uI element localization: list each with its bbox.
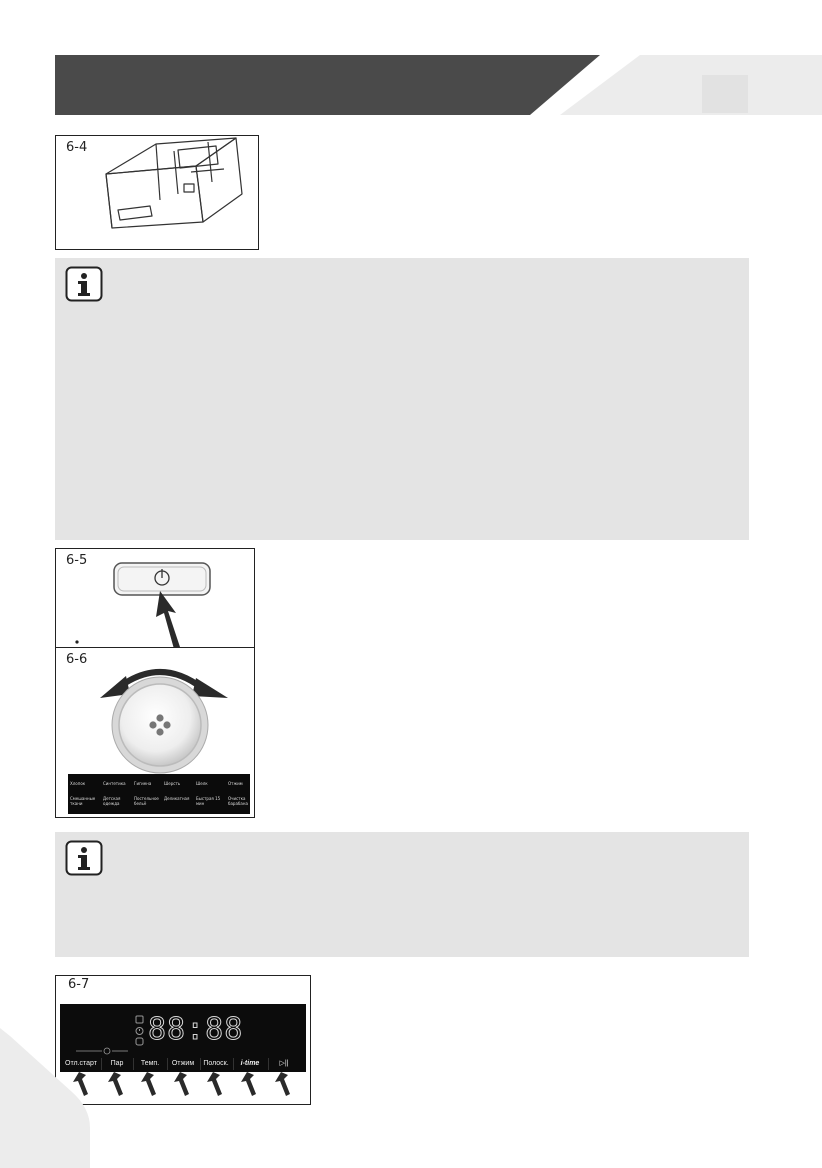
program-option: Шелк bbox=[196, 781, 208, 786]
detergent-drawer-illustration bbox=[56, 136, 258, 249]
control-button[interactable]: Отжим bbox=[167, 1058, 198, 1070]
program-option: Шерсть bbox=[164, 781, 181, 786]
page-corner-tab bbox=[0, 1000, 100, 1168]
program-option: Синтетика bbox=[103, 781, 126, 786]
control-button[interactable]: Полоск. bbox=[200, 1058, 231, 1070]
info-icon bbox=[65, 840, 103, 876]
figure-6-4 bbox=[55, 135, 259, 250]
control-button[interactable]: i-time bbox=[233, 1058, 266, 1070]
info-icon bbox=[65, 266, 103, 302]
figure-label: 6-7 bbox=[68, 977, 90, 992]
program-option: Быстрая 15 мин bbox=[196, 796, 221, 806]
figure-label: 6-4 bbox=[66, 140, 88, 155]
figure-6-6 bbox=[55, 647, 255, 818]
program-option: Отжим bbox=[228, 781, 243, 786]
pointer-arrow bbox=[275, 1072, 290, 1096]
pointer-arrow bbox=[241, 1072, 256, 1096]
pointer-arrow bbox=[141, 1072, 156, 1096]
program-option: Очистка барабана bbox=[228, 796, 248, 806]
figure-label: 6-5 bbox=[66, 553, 88, 568]
header-bar bbox=[0, 0, 822, 130]
pointer-arrow bbox=[108, 1072, 123, 1096]
pointer-arrow bbox=[174, 1072, 189, 1096]
power-button-illustration bbox=[56, 549, 254, 648]
pointer-arrow bbox=[207, 1072, 222, 1096]
control-button[interactable]: ▷|| bbox=[268, 1058, 299, 1070]
digital-display: 88:88 bbox=[148, 1012, 244, 1047]
program-option: Хлопок bbox=[70, 781, 86, 786]
program-dial-illustration bbox=[56, 648, 254, 817]
info-panel bbox=[55, 832, 749, 957]
program-option: Постельное бельё bbox=[134, 796, 159, 806]
program-option: Детская одежда bbox=[103, 796, 121, 806]
figure-label: 6-6 bbox=[66, 652, 88, 667]
control-button[interactable]: Темп. bbox=[133, 1058, 166, 1070]
info-panel bbox=[55, 258, 749, 540]
program-option: Смешанные ткани bbox=[70, 796, 96, 806]
control-button[interactable]: Пар bbox=[101, 1058, 132, 1070]
program-option: Гигиена bbox=[134, 781, 152, 786]
program-option: Деликатная bbox=[164, 796, 190, 801]
control-button[interactable]: Отл.старт bbox=[65, 1060, 97, 1067]
figure-6-5 bbox=[55, 548, 255, 648]
